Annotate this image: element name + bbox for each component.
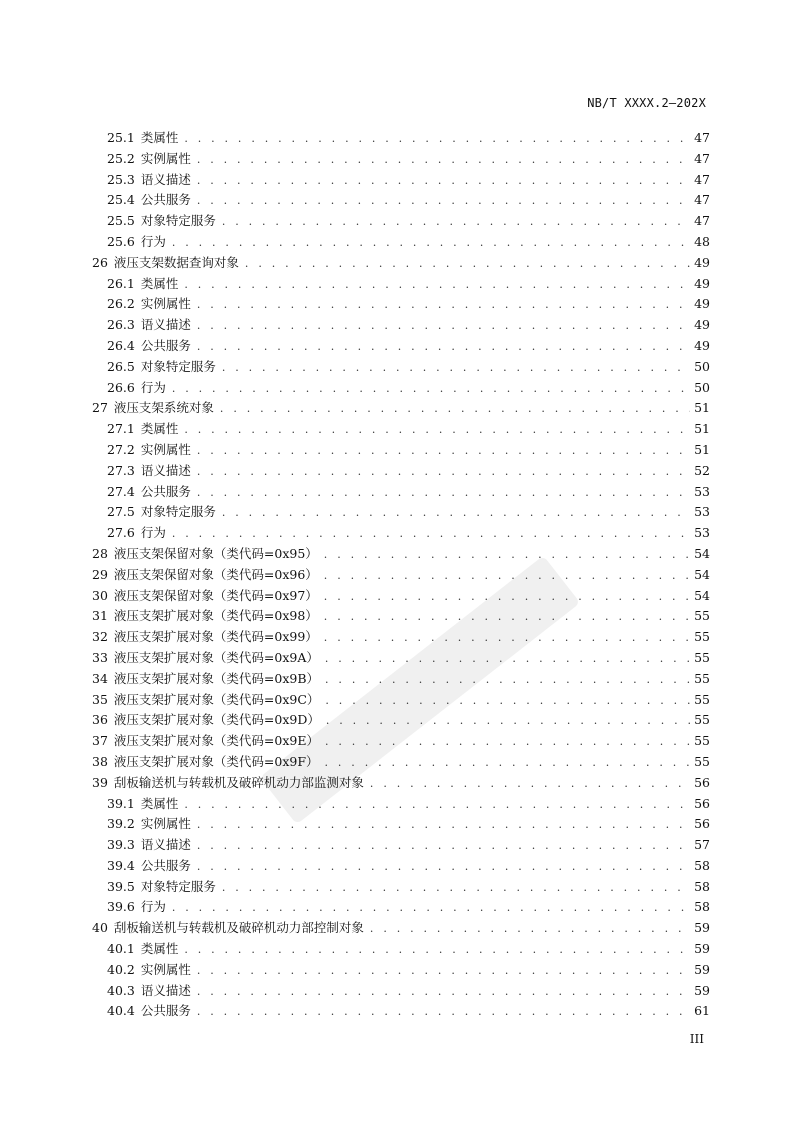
toc-entry-number: 40.4 — [107, 1003, 135, 1019]
toc-dot-leader — [370, 774, 690, 795]
toc-dot-leader — [197, 462, 690, 483]
toc-entry[interactable] — [92, 398, 710, 419]
toc-dot-leader — [325, 732, 690, 753]
toc-entry-number: 32 — [92, 629, 108, 645]
toc-entry-title: 类属性 — [140, 795, 179, 811]
toc-dot-leader — [197, 316, 690, 337]
toc-entry[interactable] — [92, 190, 710, 211]
toc-entry-title: 液压支架扩展对象（类代码=0x98） — [113, 608, 318, 624]
toc-entry[interactable] — [92, 170, 710, 191]
toc-entry-title: 实例属性 — [140, 961, 191, 977]
toc-entry-page: 49 — [694, 254, 710, 270]
toc-entry-page: 51 — [694, 421, 710, 437]
toc-entry-title: 行为 — [140, 233, 166, 249]
toc-entry-page: 58 — [694, 857, 710, 873]
toc-entry-title: 实例属性 — [140, 296, 191, 312]
toc-entry-title: 公共服务 — [140, 192, 191, 208]
page-number: III — [689, 1032, 704, 1046]
toc-entry[interactable] — [92, 336, 710, 357]
toc-entry[interactable] — [92, 274, 710, 295]
toc-entry-title: 液压支架系统对象 — [113, 400, 214, 416]
toc-dot-leader — [324, 587, 690, 608]
toc-entry-page: 55 — [694, 733, 710, 749]
toc-entry-title: 行为 — [140, 379, 166, 395]
toc-entry-page: 55 — [694, 691, 710, 707]
toc-entry-number: 25.1 — [107, 130, 135, 145]
toc-entry-page: 55 — [694, 608, 710, 624]
toc-entry[interactable] — [92, 606, 710, 627]
toc-entry-number: 39.1 — [107, 795, 135, 811]
toc-entry[interactable] — [92, 357, 710, 378]
toc-entry-page: 50 — [694, 358, 710, 374]
toc-entry-number: 35 — [92, 691, 108, 707]
toc-entry-number: 40.3 — [107, 982, 135, 998]
toc-entry-title: 液压支架数据查询对象 — [113, 254, 239, 270]
toc-dot-leader — [197, 295, 690, 316]
toc-entry-page: 53 — [694, 483, 710, 499]
toc-dot-leader — [197, 857, 690, 878]
toc-entry-number: 31 — [92, 608, 108, 624]
toc-dot-leader — [197, 191, 690, 212]
toc-dot-leader — [325, 753, 690, 774]
toc-entry[interactable] — [92, 149, 710, 170]
toc-entry-title: 对象特定服务 — [140, 358, 216, 374]
toc-dot-leader — [197, 483, 690, 504]
toc-entry-page: 59 — [694, 920, 710, 936]
toc-dot-leader — [184, 275, 690, 296]
toc-entry-page: 55 — [694, 670, 710, 686]
toc-entry-page: 59 — [694, 982, 710, 998]
toc-entry-page: 61 — [694, 1003, 710, 1019]
toc-dot-leader — [325, 649, 690, 670]
toc-entry-number: 26 — [92, 254, 108, 270]
toc-entry-title: 语义描述 — [140, 171, 191, 187]
toc-entry-number: 36 — [92, 712, 108, 728]
toc-entry-page: 56 — [694, 774, 710, 790]
toc-entry-title: 语义描述 — [140, 462, 191, 478]
toc-dot-leader — [172, 233, 690, 254]
toc-entry-title: 行为 — [140, 525, 166, 541]
toc-entry-number: 27.1 — [107, 421, 135, 437]
toc-entry-number: 37 — [92, 733, 108, 749]
toc-entry-page: 59 — [694, 941, 710, 957]
toc-entry-number: 27.4 — [107, 483, 135, 499]
toc-entry-title: 类属性 — [140, 941, 179, 957]
toc-entry-page: 56 — [694, 795, 710, 811]
toc-entry-number: 29 — [92, 566, 108, 582]
table-of-contents — [92, 128, 710, 1022]
toc-dot-leader — [197, 337, 690, 358]
toc-entry-page: 54 — [694, 587, 710, 603]
toc-entry[interactable] — [92, 669, 710, 690]
toc-entry[interactable] — [92, 419, 710, 440]
toc-entry-title: 液压支架扩展对象（类代码=0x99） — [113, 629, 318, 645]
toc-entry[interactable] — [92, 856, 710, 877]
toc-entry[interactable] — [92, 253, 710, 274]
toc-entry-title: 语义描述 — [140, 837, 191, 853]
toc-entry-number: 33 — [92, 649, 108, 665]
toc-entry[interactable] — [92, 773, 710, 794]
toc-dot-leader — [222, 358, 690, 379]
toc-entry-title: 公共服务 — [140, 483, 191, 499]
toc-entry-number: 38 — [92, 753, 108, 769]
toc-entry-title: 对象特定服务 — [140, 213, 216, 229]
toc-entry-page: 49 — [694, 337, 710, 353]
toc-entry-title: 液压支架保留对象（类代码=0x97） — [113, 587, 318, 603]
toc-entry-page: 55 — [694, 753, 710, 769]
toc-entry[interactable] — [92, 835, 710, 856]
toc-dot-leader — [197, 441, 690, 462]
toc-entry-number: 26.4 — [107, 337, 135, 353]
toc-entry-page: 53 — [694, 525, 710, 541]
toc-entry[interactable] — [92, 1001, 710, 1022]
toc-entry-page: 52 — [694, 462, 710, 478]
toc-entry[interactable] — [92, 648, 710, 669]
toc-entry[interactable] — [92, 128, 710, 149]
toc-entry[interactable] — [92, 960, 710, 981]
toc-entry[interactable] — [92, 918, 710, 939]
toc-entry-page: 50 — [694, 379, 710, 395]
toc-entry-page: 47 — [694, 150, 710, 166]
toc-entry[interactable] — [92, 752, 710, 773]
toc-entry-number: 27.5 — [107, 504, 135, 520]
toc-dot-leader — [197, 815, 690, 836]
toc-entry[interactable] — [92, 502, 710, 523]
toc-entry[interactable] — [92, 544, 710, 565]
toc-entry-title: 公共服务 — [140, 1003, 191, 1019]
toc-entry-number: 39.3 — [107, 837, 135, 853]
toc-dot-leader — [172, 524, 690, 545]
toc-entry-page: 49 — [694, 296, 710, 312]
toc-entry-page: 54 — [694, 545, 710, 561]
toc-entry-number: 25.2 — [107, 150, 135, 166]
toc-entry[interactable] — [92, 710, 710, 731]
toc-entry-page: 51 — [694, 441, 710, 457]
toc-entry-title: 液压支架保留对象（类代码=0x95） — [113, 545, 318, 561]
toc-dot-leader — [326, 711, 690, 732]
toc-entry-number: 39.5 — [107, 878, 135, 894]
toc-dot-leader — [325, 670, 690, 691]
toc-entry-page: 47 — [694, 130, 710, 145]
toc-entry-page: 56 — [694, 816, 710, 832]
toc-entry-title: 刮板输送机与转载机及破碎机动力部控制对象 — [113, 920, 364, 936]
toc-entry-page: 57 — [694, 837, 710, 853]
toc-entry[interactable] — [92, 939, 710, 960]
toc-entry[interactable] — [92, 627, 710, 648]
toc-entry-number: 28 — [92, 545, 108, 561]
toc-entry-number: 25.5 — [107, 213, 135, 229]
toc-entry[interactable] — [92, 315, 710, 336]
toc-entry-title: 语义描述 — [140, 317, 191, 333]
toc-dot-leader — [197, 982, 690, 1003]
toc-entry-number: 30 — [92, 587, 108, 603]
toc-entry[interactable] — [92, 461, 710, 482]
toc-entry[interactable] — [92, 482, 710, 503]
toc-entry-number: 25.6 — [107, 233, 135, 249]
toc-entry-number: 25.3 — [107, 171, 135, 187]
toc-dot-leader — [197, 1002, 690, 1023]
toc-entry-page: 58 — [694, 878, 710, 894]
toc-entry-page: 48 — [694, 233, 710, 249]
toc-entry[interactable] — [92, 211, 710, 232]
document-code-header: NB/T XXXX.2—202X — [587, 96, 706, 110]
toc-entry-title: 液压支架扩展对象（类代码=0x9E） — [113, 733, 319, 749]
toc-entry-title: 实例属性 — [140, 441, 191, 457]
toc-entry-number: 26.1 — [107, 275, 135, 291]
toc-entry-number: 39 — [92, 774, 108, 790]
toc-entry-title: 类属性 — [140, 275, 179, 291]
toc-entry-number: 26.5 — [107, 358, 135, 374]
toc-entry[interactable] — [92, 877, 710, 898]
toc-entry-number: 27.2 — [107, 441, 135, 457]
toc-dot-leader — [370, 919, 690, 940]
toc-entry-page: 49 — [694, 317, 710, 333]
toc-entry-page: 58 — [694, 899, 710, 915]
toc-entry-page: 55 — [694, 629, 710, 645]
toc-entry-title: 实例属性 — [140, 150, 191, 166]
toc-entry-number: 27.6 — [107, 525, 135, 541]
toc-entry-title: 液压支架扩展对象（类代码=0x9D） — [113, 712, 320, 728]
toc-dot-leader — [325, 691, 690, 712]
toc-entry-title: 液压支架扩展对象（类代码=0x9B） — [113, 670, 320, 686]
toc-entry-title: 对象特定服务 — [140, 504, 216, 520]
toc-entry-page: 47 — [694, 192, 710, 208]
toc-entry-number: 26.2 — [107, 296, 135, 312]
toc-entry-title: 液压支架扩展对象（类代码=0x9C） — [113, 691, 320, 707]
toc-entry-title: 液压支架扩展对象（类代码=0x9A） — [113, 649, 319, 665]
toc-entry-number: 26.6 — [107, 379, 135, 395]
toc-entry[interactable] — [92, 565, 710, 586]
toc-entry[interactable] — [92, 690, 710, 711]
toc-entry-title: 类属性 — [140, 421, 179, 437]
toc-entry-page: 55 — [694, 712, 710, 728]
toc-entry-number: 27 — [92, 400, 108, 416]
toc-entry[interactable] — [92, 897, 710, 918]
toc-dot-leader — [184, 940, 690, 961]
toc-dot-leader — [184, 420, 690, 441]
toc-entry-number: 39.4 — [107, 857, 135, 873]
toc-entry-page: 53 — [694, 504, 710, 520]
toc-dot-leader — [324, 545, 690, 566]
toc-entry[interactable] — [92, 586, 710, 607]
toc-entry-page: 59 — [694, 961, 710, 977]
toc-dot-leader — [222, 503, 690, 524]
toc-dot-leader — [324, 566, 690, 587]
toc-entry[interactable] — [92, 294, 710, 315]
toc-dot-leader — [324, 628, 690, 649]
toc-entry[interactable] — [92, 232, 710, 253]
toc-entry-page: 55 — [694, 649, 710, 665]
toc-dot-leader — [220, 399, 690, 420]
toc-dot-leader — [197, 836, 690, 857]
toc-entry-number: 27.3 — [107, 462, 135, 478]
toc-entry-title: 公共服务 — [140, 337, 191, 353]
toc-entry-title: 行为 — [140, 899, 166, 915]
toc-dot-leader — [197, 171, 690, 192]
toc-entry[interactable] — [92, 378, 710, 399]
toc-entry-page: 47 — [694, 213, 710, 229]
toc-entry[interactable] — [92, 523, 710, 544]
toc-entry-title: 语义描述 — [140, 982, 191, 998]
toc-entry-title: 类属性 — [140, 130, 179, 145]
toc-entry-number: 40 — [92, 920, 108, 936]
toc-entry-title: 实例属性 — [140, 816, 191, 832]
toc-entry[interactable] — [92, 814, 710, 835]
toc-entry[interactable] — [92, 440, 710, 461]
toc-entry[interactable] — [92, 981, 710, 1002]
toc-entry-title: 刮板输送机与转载机及破碎机动力部监测对象 — [113, 774, 364, 790]
toc-entry-title: 液压支架扩展对象（类代码=0x9F） — [113, 753, 319, 769]
toc-dot-leader — [222, 878, 690, 899]
toc-dot-leader — [197, 961, 690, 982]
toc-entry-page: 54 — [694, 566, 710, 582]
toc-dot-leader — [245, 254, 690, 275]
toc-dot-leader — [324, 607, 690, 628]
toc-entry-page: 51 — [694, 400, 710, 416]
toc-dot-leader — [222, 212, 690, 233]
toc-entry-number: 39.2 — [107, 816, 135, 832]
toc-entry-number: 39.6 — [107, 899, 135, 915]
toc-entry-title: 公共服务 — [140, 857, 191, 873]
toc-entry-number: 26.3 — [107, 317, 135, 333]
toc-entry-number: 40.2 — [107, 961, 135, 977]
toc-entry[interactable] — [92, 794, 710, 815]
toc-entry-title: 对象特定服务 — [140, 878, 216, 894]
toc-entry[interactable] — [92, 731, 710, 752]
toc-entry-number: 40.1 — [107, 941, 135, 957]
toc-dot-leader — [184, 129, 690, 150]
toc-entry-title: 液压支架保留对象（类代码=0x96） — [113, 566, 318, 582]
toc-dot-leader — [184, 795, 690, 816]
toc-dot-leader — [197, 150, 690, 171]
toc-entry-page: 47 — [694, 171, 710, 187]
toc-dot-leader — [172, 898, 690, 919]
toc-entry-number: 34 — [92, 670, 108, 686]
toc-entry-number: 25.4 — [107, 192, 135, 208]
toc-entry-page: 49 — [694, 275, 710, 291]
toc-dot-leader — [172, 379, 690, 400]
